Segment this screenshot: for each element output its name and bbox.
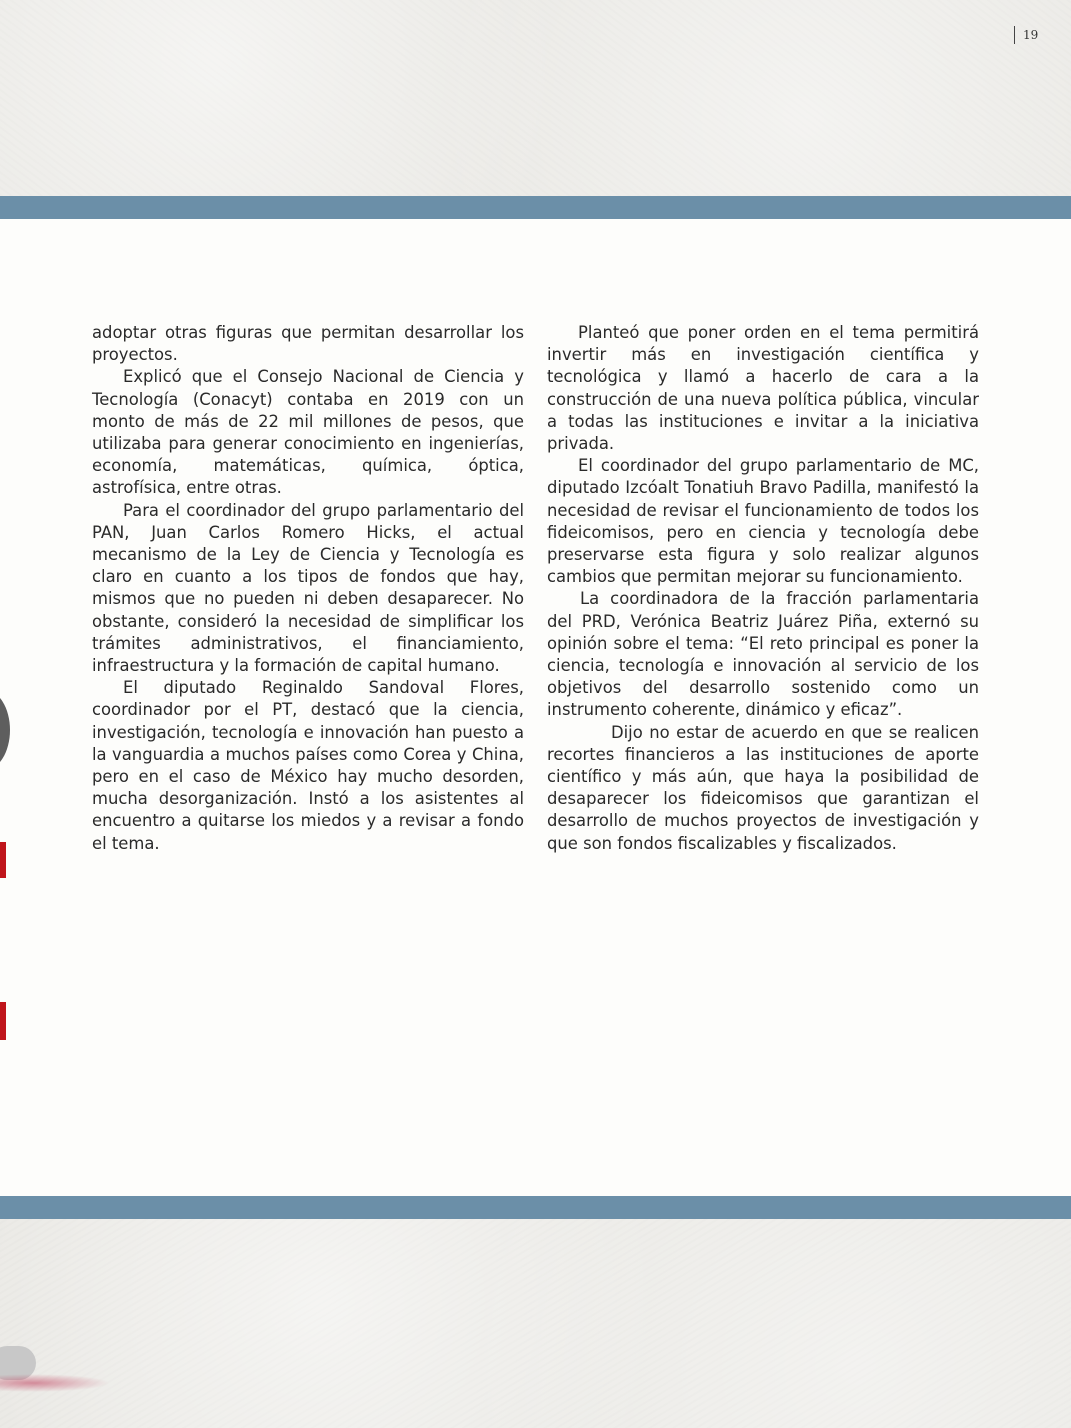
top-blue-band bbox=[0, 196, 1071, 219]
paragraph: El diputado Reginaldo Sandoval Flores, coordinador por el PT, destacó que la ciencia, investigación, tecnología e innovación han puesto a la vanguardia a muchos países como Corea y China, pero en el caso de México hay mucho desorden, mucha desorganización. Instó a los asistentes al encuentro a quitarse los miedos y a revisar a fondo el tema. bbox=[92, 678, 524, 853]
bottom-paper-texture bbox=[0, 1219, 1071, 1428]
paragraph: Planteó que poner orden en el tema permitirá invertir más en investigación científica y tecnológica y llamó a hacerlo de cara a la construcción de una nueva política pública, vincular a todas las instituciones e invitar a la iniciativa privada. bbox=[547, 323, 979, 454]
decorative-red-mark bbox=[0, 842, 6, 878]
decorative-pink-streak bbox=[0, 1374, 110, 1392]
right-text-column bbox=[547, 322, 979, 855]
page-number: 19 bbox=[1014, 26, 1038, 44]
left-text-column bbox=[92, 322, 524, 855]
bottom-blue-band bbox=[0, 1196, 1071, 1219]
paragraph: El coordinador del grupo parlamentario de MC, diputado Izcóalt Tonatiuh Bravo Padilla, manifestó la necesidad de revisar el funcionamiento de todos los fideicomisos, pero en ciencia y tecnología debe preservarse esta figura y solo realizar algunos cambios que permitan mejorar su funcionamiento. bbox=[547, 456, 979, 587]
paragraph: Explicó que el Consejo Nacional de Ciencia y Tecnología (Conacyt) contaba en 2019 con un monto de más de 22 mil millones de pesos, que utilizaba para generar conocimiento en ingenierías, economía, matemáticas, química, óptica, astrofísica, entre otras. bbox=[92, 367, 524, 498]
paragraph: adoptar otras figuras que permitan desarrollar los proyectos. bbox=[92, 323, 524, 365]
decorative-red-mark bbox=[0, 1002, 6, 1040]
paragraph: Para el coordinador del grupo parlamentario del PAN, Juan Carlos Romero Hicks, el actual mecanismo de la Ley de Ciencia y Tecnología es claro en cuanto a los tipos de fondos que hay, mismos que no pueden ni deben desaparecer. No obstante, consideró la necesidad de simplificar los trámites administrativos, el financiamiento, infraestructura y la formación de capital humano. bbox=[92, 500, 524, 676]
paragraph: La coordinadora de la fracción parlamentaria del PRD, Verónica Beatriz Juárez Piña, externó su opinión sobre el tema: “El reto principal es poner la ciencia, tecnología e innovación al servicio de los objetivos del desarrollo sostenido como un instrumento coherente, dinámico y eficaz”. bbox=[547, 589, 979, 720]
paragraph: Dijo no estar de acuerdo en que se realicen recortes financieros a las instituciones de aporte científico y más aún, que haya la posibilidad de desaparecer los fideicomisos que garantizan el desarrollo de muchos proyectos de investigación y que son fondos fiscalizables y fiscalizados. bbox=[547, 722, 979, 853]
top-paper-texture bbox=[0, 0, 1071, 196]
